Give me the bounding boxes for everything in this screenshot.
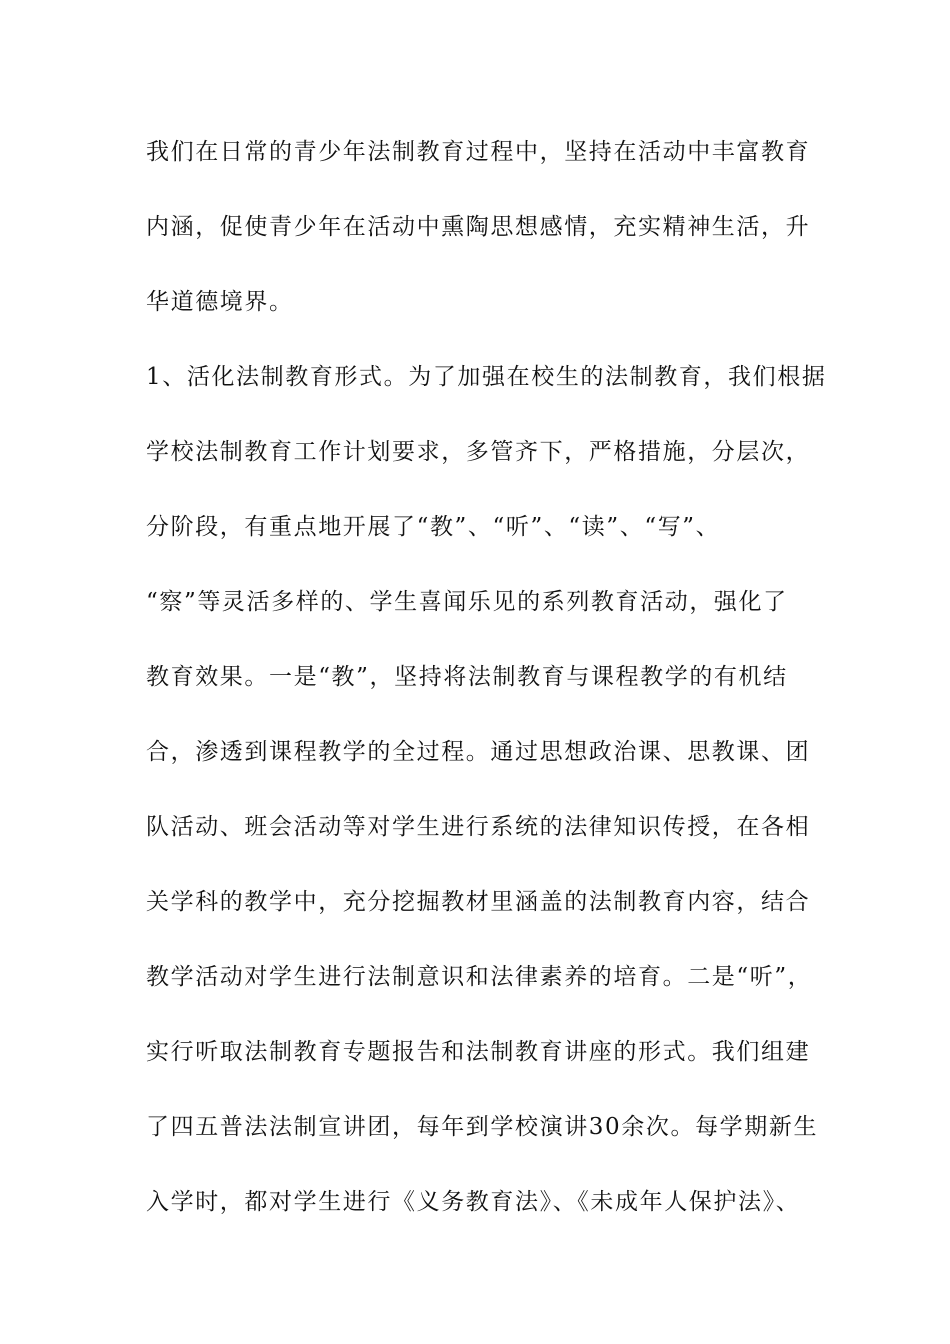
text-line-6: 分阶段，有重点地开展了“教”、“听”、“读”、“写”、 [146, 514, 721, 540]
text-line-15: 入学时，都对学生进行《义务教育法》、《未成年人保护法》、 [146, 1189, 801, 1215]
text-line-14: 了四五普法法制宣讲团，每年到学校演讲30余次。每学期新生 [146, 1114, 819, 1140]
text-line-3: 华道德境界。 [146, 289, 294, 315]
text-line-7: “察”等灵活多样的、学生喜闻乐见的系列教育活动，强化了 [146, 589, 788, 615]
text-line-13: 实行听取法制教育专题报告和法制教育讲座的形式。我们组建 [146, 1039, 811, 1065]
text-line-11: 关学科的教学中，充分挖掘教材里涵盖的法制教育内容，结合 [146, 889, 811, 915]
text-line-10: 队活动、班会活动等对学生进行系统的法律知识传授，在各相 [146, 814, 811, 840]
text-line-4: 1、活化法制教育形式。为了加强在校生的法制教育，我们根据 [146, 364, 827, 390]
text-line-9: 合，渗透到课程教学的全过程。通过思想政治课、思教课、团 [146, 739, 811, 765]
text-line-2: 内涵，促使青少年在活动中熏陶思想感情，充实精神生活，升 [146, 214, 811, 240]
text-line-1: 我们在日常的青少年法制教育过程中，坚持在活动中丰富教育 [146, 139, 811, 165]
text-line-12: 教学活动对学生进行法制意识和法律素养的培育。二是“听”， [146, 964, 813, 990]
text-line-5: 学校法制教育工作计划要求，多管齐下，严格措施，分层次， [146, 439, 811, 465]
text-line-8: 教育效果。一是“教”，坚持将法制教育与课程教学的有机结 [146, 664, 788, 690]
